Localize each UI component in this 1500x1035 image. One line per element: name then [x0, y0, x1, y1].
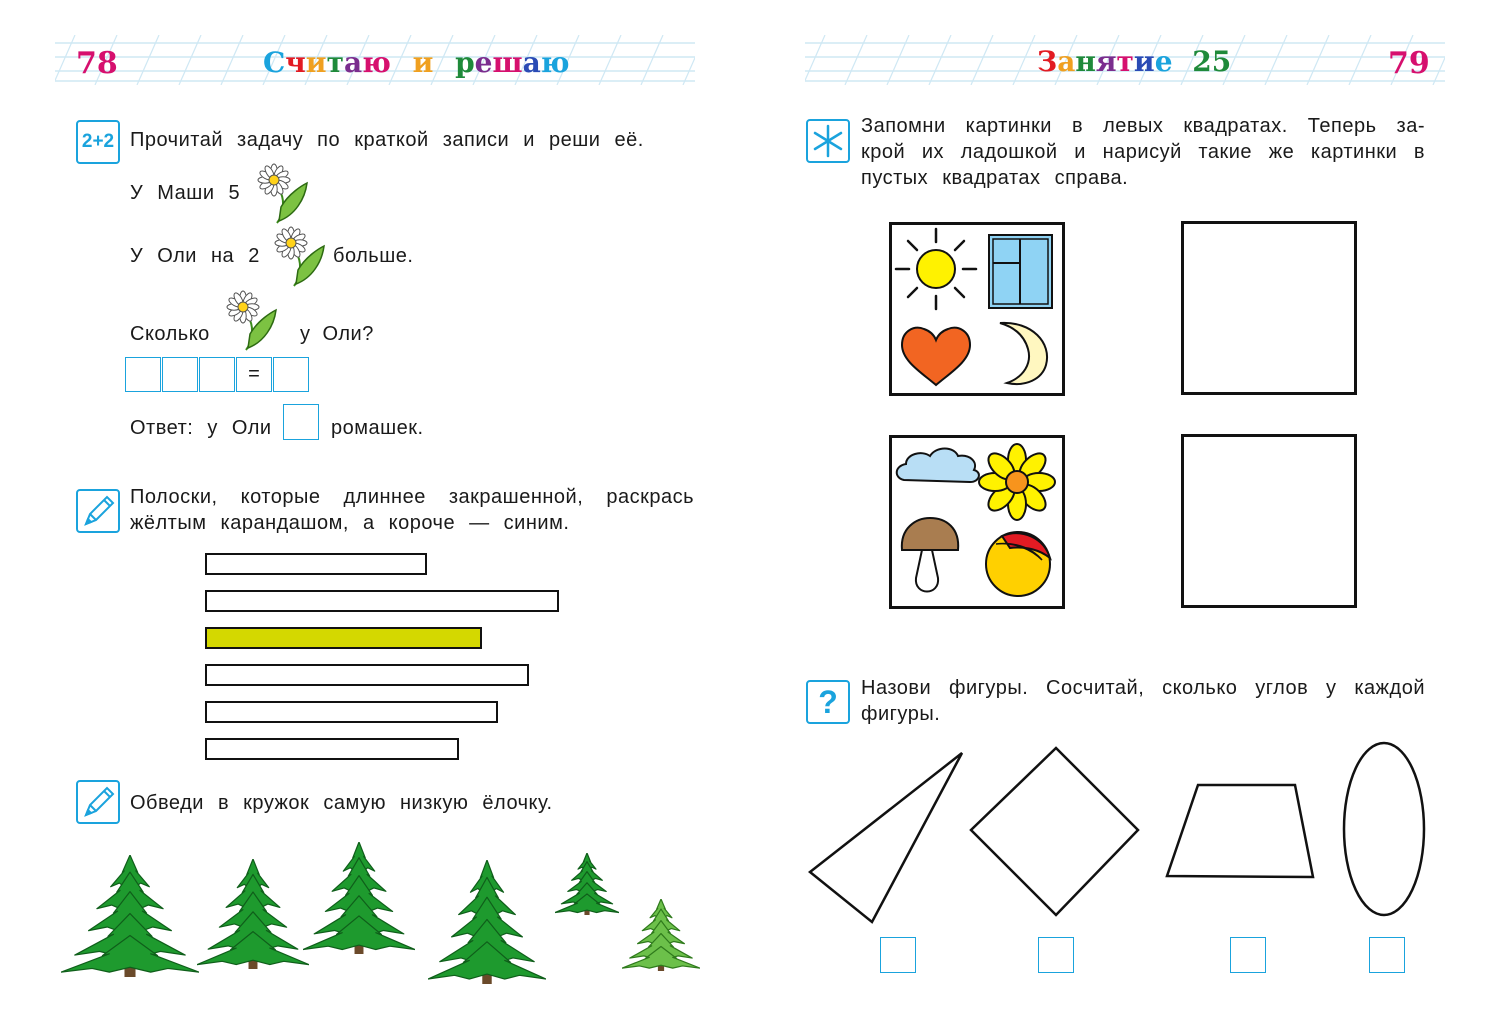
page-number-right: 79: [1388, 46, 1430, 81]
picture-square-2: [889, 435, 1065, 609]
snowflake-icon: [806, 119, 850, 163]
fir-tree-icon[interactable]: [303, 842, 415, 954]
title-word-2: и: [412, 46, 434, 79]
moon-icon: [1000, 323, 1047, 384]
title-word-1: Считаю: [263, 46, 391, 79]
right-task2-line1: Назови фигуры. Сосчитай, сколько углов у каждой: [861, 677, 1425, 699]
heart-icon: [902, 328, 970, 385]
empty-square-1[interactable]: [1181, 221, 1357, 395]
task3-instruction: Обведи в кружок самую низкую ёлочку.: [130, 792, 553, 814]
triangle-shape[interactable]: [810, 753, 962, 922]
fir-tree-icon[interactable]: [197, 859, 309, 969]
pencil-icon: [76, 780, 120, 824]
daisy-icon: [224, 290, 279, 352]
flower-icon: [979, 444, 1055, 520]
task1-line3-b: у Оли?: [300, 323, 374, 345]
strip[interactable]: [205, 738, 459, 760]
answer-suffix: ромашек.: [331, 417, 424, 439]
task1-line2-b: больше.: [333, 245, 414, 267]
task2-instruction-line1: Полоски, которые длиннее закрашенной, раскрась: [130, 486, 694, 508]
task1-instruction: Прочитай задачу по краткой записи и реши её.: [130, 129, 644, 151]
picture-square-1: [889, 222, 1065, 396]
equation-cell[interactable]: [273, 357, 309, 392]
strip[interactable]: [205, 664, 529, 686]
sun-icon: [896, 229, 976, 309]
fir-tree-icon[interactable]: [555, 853, 619, 915]
empty-square-2[interactable]: [1181, 434, 1357, 608]
daisy-icon: [272, 226, 327, 288]
task1-line2-a: У Оли на 2: [130, 245, 260, 267]
trapezoid-shape[interactable]: [1167, 785, 1313, 877]
rhombus-shape[interactable]: [971, 748, 1138, 915]
equation-cell[interactable]: [125, 357, 161, 392]
lesson-word: Занятие: [1037, 45, 1173, 78]
daisy-icon: [255, 163, 310, 225]
mushroom-icon: [902, 518, 958, 592]
header-title: [263, 46, 569, 79]
right-task2-line2: фигуры.: [861, 703, 941, 725]
oval-shape[interactable]: [1344, 743, 1424, 915]
answer-box[interactable]: [1230, 937, 1266, 973]
task2-instruction-line2: жёлтым карандашом, а короче — синим.: [130, 512, 570, 534]
task1-line1: У Маши 5: [130, 182, 241, 204]
answer-label: Ответ: у Оли: [130, 417, 272, 439]
task1-line3-a: Сколько: [130, 323, 210, 345]
pencil-icon: [76, 489, 120, 533]
fir-tree-icon[interactable]: [622, 899, 700, 971]
right-task1-line2: крой их ладошкой и нарисуй такие же картинки в: [861, 141, 1425, 163]
strip[interactable]: [205, 590, 559, 612]
addition-icon: 2+2: [76, 120, 120, 164]
answer-box[interactable]: [1369, 937, 1405, 973]
right-task1-line1: Запомни картинки в левых квадратах. Теперь за-: [861, 115, 1425, 137]
strip[interactable]: [205, 553, 427, 575]
answer-box[interactable]: [1038, 937, 1074, 973]
answer-box[interactable]: [283, 404, 319, 440]
strip[interactable]: [205, 701, 498, 723]
right-task1-line3: пустых квадратах справа.: [861, 167, 1129, 189]
shapes-row: [800, 735, 1440, 935]
page-number-left: 78: [76, 46, 118, 81]
cloud-icon: [897, 449, 979, 483]
equation-cell[interactable]: [162, 357, 198, 392]
equation-cell[interactable]: [199, 357, 235, 392]
question-icon: ?: [806, 680, 850, 724]
equation-sign-cell: =: [236, 357, 272, 392]
window-icon: [989, 235, 1052, 308]
ball-icon: [986, 532, 1050, 596]
fir-tree-icon[interactable]: [61, 855, 199, 977]
strip-highlighted[interactable]: [205, 627, 482, 649]
title-word-3: решаю: [455, 46, 570, 79]
lesson-title: [1037, 45, 1231, 78]
lesson-number: 25: [1192, 45, 1232, 78]
fir-tree-icon[interactable]: [428, 860, 546, 984]
answer-box[interactable]: [880, 937, 916, 973]
